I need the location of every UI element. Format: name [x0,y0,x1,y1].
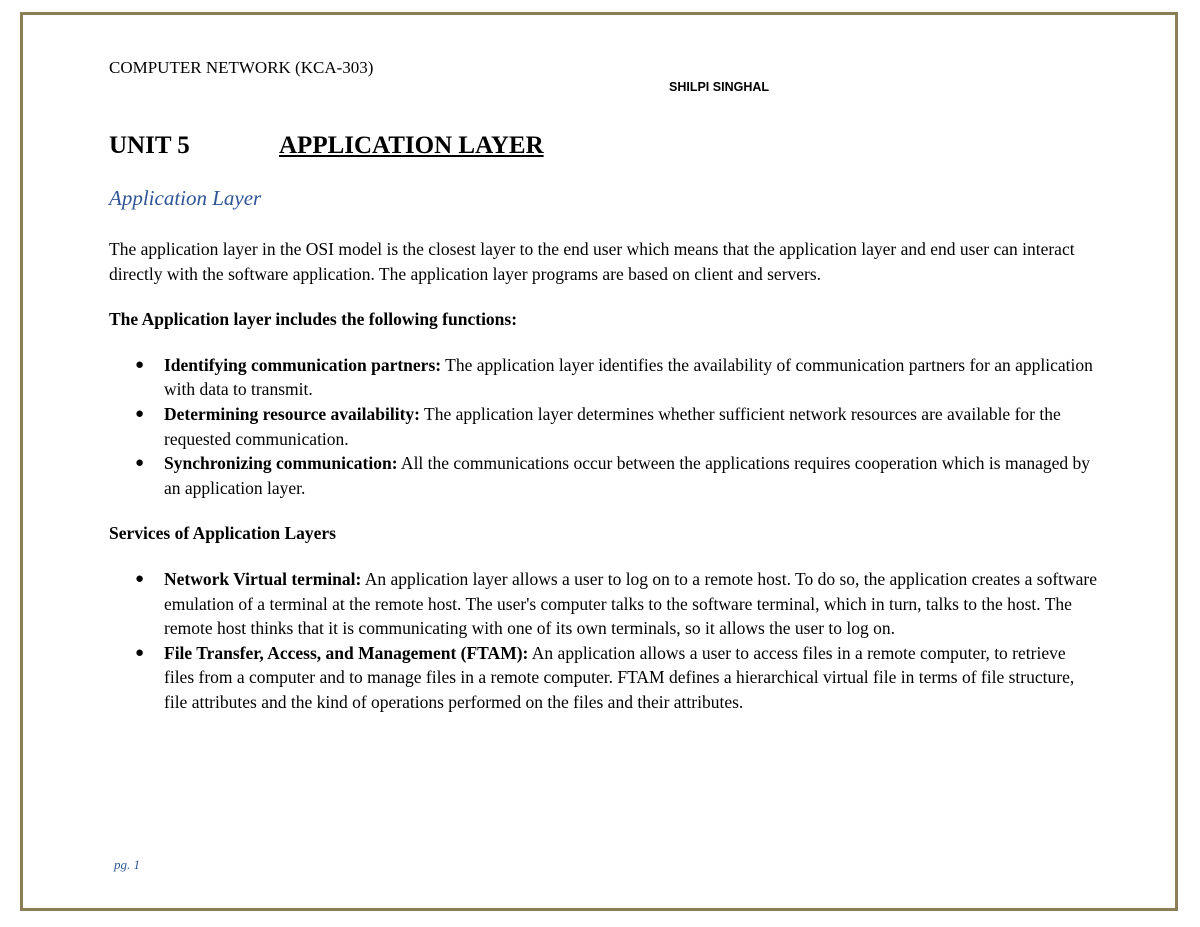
services-heading: Services of Application Layers [109,523,336,544]
list-item-term: Network Virtual terminal: [164,568,362,589]
functions-heading: The Application layer includes the following functions: [109,309,518,330]
intro-paragraph: The application layer in the OSI model is the closest layer to the end user which means that the application layer and end user can interact directly with the software application. The application layer programs are based on client and servers. [109,239,1075,284]
unit-heading [109,132,544,160]
list-item-term: Synchronizing communication: [164,453,398,474]
bullet-icon: ● [135,570,145,587]
list-item [109,451,1099,500]
list-item-text: An application layer allows a user to log on to a remote host. To do so, the application creates a software emulation of a terminal at the remote host. The user's computer talks to the software terminal, which in turn, talks to the host. The remote host thinks that it is communicating with one of its own terminals, so it allows the user to log on. [164,568,1098,639]
list-item [109,567,1099,641]
unit-number: UNIT 5 [109,132,190,159]
services-list [109,567,1099,715]
list-item-term: File Transfer, Access, and Management (FTAM): [164,642,529,663]
bullet-icon: ● [135,644,145,661]
bullet-icon: ● [135,455,145,472]
list-item-text: All the communications occur between the applications requires cooperation which is managed by an application layer. [164,453,1091,498]
unit-title: APPLICATION LAYER [279,132,544,159]
list-item [109,353,1099,402]
page-number: pg. 1 [114,857,140,872]
bullet-icon: ● [135,405,145,422]
document-body [109,237,1099,736]
list-item [109,402,1099,451]
header-author-name: SHILPI SINGHAL [669,80,770,94]
section-heading: Application Layer [109,186,262,210]
list-item-term: Determining resource availability: [164,403,420,424]
list-item-text: An application allows a user to access files in a remote computer, to retrieve files from a computer and to manage files in a remote computer. FTAM defines a hierarchical virtual file in terms of file structure, file attributes and the kind of operations performed on the files and their attributes. [164,642,1075,712]
list-item-text: The application layer determines whether sufficient network resources are available for the requested communication. [164,403,1061,449]
list-item [109,641,1099,715]
bullet-icon: ● [135,356,145,373]
list-item-text: The application layer identifies the availability of communication partners for an application with data to transmit. [164,354,1093,400]
header-course-title: COMPUTER NETWORK (KCA-303) [109,58,374,77]
list-item-term: Identifying communication partners: [164,354,442,375]
functions-list [109,353,1099,501]
